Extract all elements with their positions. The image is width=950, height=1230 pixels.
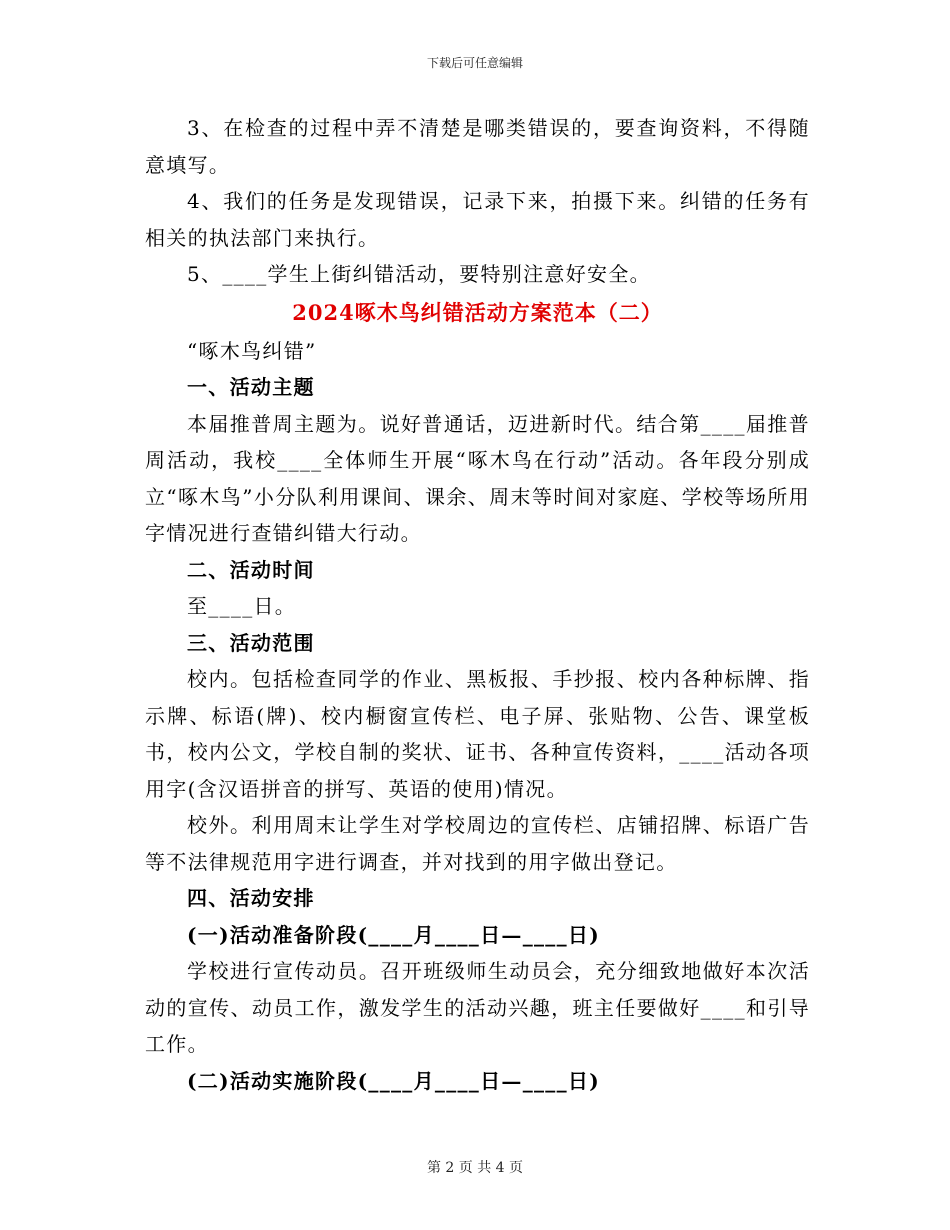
section-text-preparation: 学校进行宣传动员。召开班级师生动员会，充分细致地做好本次活动的宣传、动员工作，激发学生的活动兴趣，班主任要做好____和引导工作。 bbox=[145, 959, 810, 1056]
paragraph-item-4: 4、我们的任务是发现错误，记录下来，拍摄下来。纠错的任务有相关的执法部门来执行。 bbox=[145, 189, 810, 250]
section-heading-theme: 一、活动主题 bbox=[187, 375, 315, 399]
section-heading-arrangement: 四、活动安排 bbox=[187, 886, 315, 910]
quote-line: “啄木鸟纠错” bbox=[187, 338, 317, 363]
page-footer: 第 2 页 共 4 页 bbox=[426, 1160, 524, 1176]
section-text-time: 至____日。 bbox=[187, 594, 297, 618]
section-text-scope-outside: 校外。利用周末让学生对学校周边的宣传栏、店铺招牌、标语广告等不法律规范用字进行调查，并对找到的用字做出登记。 bbox=[145, 813, 810, 874]
paragraph-item-5: 5、____学生上街纠错活动，要特别注意好安全。 bbox=[187, 262, 651, 286]
document-title: 2024啄木鸟纠错活动方案范本（二） bbox=[292, 299, 663, 325]
section-heading-time: 二、活动时间 bbox=[187, 557, 315, 582]
document-body bbox=[145, 110, 810, 1099]
section-heading-scope: 三、活动范围 bbox=[187, 630, 315, 655]
section-text-theme: 本届推普周主题为。说好普通话，迈进新时代。结合第____届推普周活动，我校____全体师生开展“啄木鸟在行动”活动。各年段分别成立“啄木鸟”小分队利用课间、课余、周末等时间对家庭、学校等场所用字情况进行查错纠错大行动。 bbox=[145, 411, 810, 545]
subheading-preparation: (一)活动准备阶段(____月____日—____日) bbox=[187, 922, 600, 947]
subheading-implementation: (二)活动实施阶段(____月____日—____日) bbox=[187, 1068, 600, 1093]
section-text-scope-inside: 校内。包括检查同学的作业、黑板报、手抄报、校内各种标牌、指示牌、标语(牌)、校内橱窗宣传栏、电子屏、张贴物、公告、课堂板书，校内公文，学校自制的奖状、证书、各种宣传资料，____活动各项用字(含汉语拼音的拼写、英语的使用)情况。 bbox=[145, 667, 810, 801]
paragraph-item-3: 3、在检查的过程中弄不清楚是哪类错误的，要查询资料，不得随意填写。 bbox=[145, 116, 810, 177]
page-header: 下载后可任意编辑 bbox=[426, 56, 523, 70]
